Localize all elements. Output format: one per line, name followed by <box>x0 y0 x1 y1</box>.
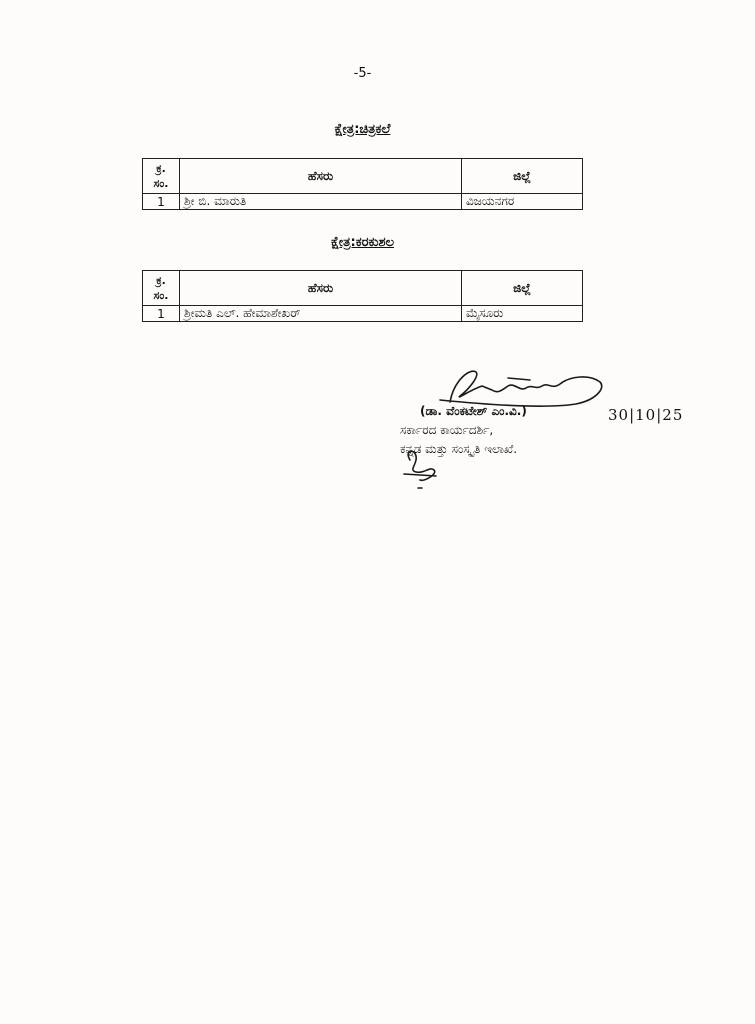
table-row <box>143 194 583 210</box>
cell-name: ಶ್ರೀಮತಿ ಎಲ್. ಹೇಮಾಶೇಖರ್ <box>180 306 462 322</box>
cell-name: ಶ್ರೀ ಬಿ. ಮಾರುತಿ <box>180 194 462 210</box>
table-header-row <box>143 159 583 194</box>
cell-district: ವಿಜಯನಗರ <box>462 194 583 210</box>
department-name: ಕನ್ನಡ ಮತ್ತು ಸಂಸ್ಕೃತಿ ಇಲಾಖೆ. <box>400 442 518 456</box>
cell-district: ಮೈಸೂರು <box>462 306 583 322</box>
signature-date: 30|10|25 <box>608 406 684 424</box>
signature-block <box>380 360 720 500</box>
header-name: ಹೆಸರು <box>180 159 462 194</box>
cell-serial-no: 1 <box>143 306 180 322</box>
awardee-table-painting <box>142 158 583 210</box>
section-title-handicraft: ಕ್ಷೇತ್ರ:ಕರಕುಶಲ <box>330 235 395 250</box>
header-district: ಜಿಲ್ಲೆ <box>462 271 583 306</box>
table-row <box>143 306 583 322</box>
cell-serial-no: 1 <box>143 194 180 210</box>
officer-name: (ಡಾ. ವೆಂಕಟೇಶ್ ಎಂ.ವಿ.) <box>420 404 527 418</box>
officer-designation: ಸರ್ಕಾರದ ಕಾರ್ಯದರ್ಶಿ, <box>400 423 494 437</box>
header-district: ಜಿಲ್ಲೆ <box>462 159 583 194</box>
awardee-table-handicraft <box>142 270 583 322</box>
page-number: -5- <box>353 66 372 81</box>
header-name: ಹೆಸರು <box>180 271 462 306</box>
header-serial-no: ಕ್ರ. ಸಂ. <box>143 271 180 306</box>
section-title-painting: ಕ್ಷೇತ್ರ:ಚಿತ್ರಕಲೆ <box>334 122 391 137</box>
header-serial-no: ಕ್ರ. ಸಂ. <box>143 159 180 194</box>
table-header-row <box>143 271 583 306</box>
